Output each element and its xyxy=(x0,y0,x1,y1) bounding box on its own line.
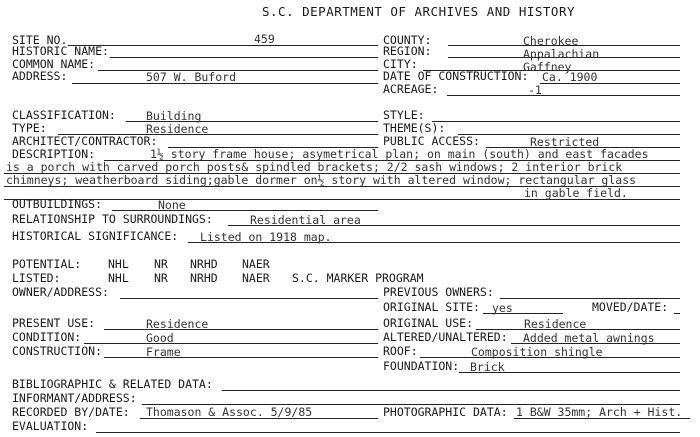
bibliographic-label: BIBLIOGRAPHIC & RELATED DATA: xyxy=(12,377,213,391)
site-no-value: 459 xyxy=(254,32,275,46)
classification-label: CLASSIFICATION: xyxy=(12,108,116,122)
relationship-value: Residential area xyxy=(250,213,361,227)
construction-value: Frame xyxy=(146,345,181,359)
present-use-value: Residence xyxy=(146,317,209,331)
outbuildings-value: None xyxy=(158,198,186,212)
recorded-value: Thomason & Assoc. 5/9/85 xyxy=(146,405,313,419)
photographic-value: 1 B&W 35mm; Arch + Hist. xyxy=(516,405,683,419)
moved-date-label: MOVED/DATE: xyxy=(592,300,669,314)
significance-label: HISTORICAL SIGNIFICANCE: xyxy=(12,229,179,243)
bibliographic-line xyxy=(222,390,680,391)
potential-naer: NAER xyxy=(242,257,270,271)
listed-nrhd: NRHD xyxy=(190,271,218,285)
altered-value: Added metal awnings xyxy=(523,331,655,345)
historic-name-label: HISTORIC NAME: xyxy=(12,44,109,58)
city-value: Gaffney xyxy=(523,60,572,74)
condition-line xyxy=(84,343,378,344)
date-construction-value: Ca. 1900 xyxy=(542,70,598,84)
style-label: STYLE: xyxy=(383,108,425,122)
construction-label: CONSTRUCTION: xyxy=(12,344,103,358)
significance-value: Listed on 1918 map. xyxy=(200,230,332,244)
theme-label: THEME(S): xyxy=(383,121,446,135)
evaluation-line xyxy=(96,432,680,433)
outbuildings-line xyxy=(112,210,378,211)
foundation-label: FOUNDATION: xyxy=(383,359,460,373)
original-use-label: ORIGINAL USE: xyxy=(383,316,474,330)
description-label: DESCRIPTION: xyxy=(12,147,96,161)
altered-label: ALTERED/UNALTERED: xyxy=(383,330,508,344)
potential-nr: NR xyxy=(154,257,168,271)
original-use-value: Residence xyxy=(524,317,587,331)
site-no-line xyxy=(68,45,378,46)
listed-nhl: NHL xyxy=(108,271,129,285)
evaluation-label: EVALUATION: xyxy=(12,419,89,433)
foundation-value: Brick xyxy=(470,360,505,374)
outbuildings-label: OUTBUILDINGS: xyxy=(12,197,103,211)
classification-value: Building xyxy=(146,109,202,123)
description-text-3: chimneys; weatherboard siding;gable dormer on½ story with altered window; rectangular glass xyxy=(6,173,637,187)
city-label: CITY: xyxy=(383,57,418,71)
acreage-label: ACREAGE: xyxy=(383,82,439,96)
public-access-value: Restricted xyxy=(530,135,600,149)
description-text-2: is a porch with carved porch posts& spindled brackets; 2/2 sash windows; 2 interior brick xyxy=(6,160,623,174)
common-name-label: COMMON NAME: xyxy=(12,57,96,71)
address-label: ADDRESS: xyxy=(12,69,68,83)
previous-owners-line xyxy=(500,298,680,299)
address-value: 507 W. Buford xyxy=(146,70,237,84)
roof-value: Composition shingle xyxy=(471,345,603,359)
relationship-label: RELATIONSHIP TO SURROUNDINGS: xyxy=(12,212,213,226)
type-value: Residence xyxy=(146,122,209,136)
region-label: REGION: xyxy=(383,44,432,58)
owner-label: OWNER/ADDRESS: xyxy=(12,285,109,299)
county-label: COUNTY: xyxy=(383,33,432,47)
original-site-value: yes xyxy=(492,301,513,315)
owner-line xyxy=(120,298,378,299)
common-name-line xyxy=(98,70,378,71)
original-site-label: ORIGINAL SITE: xyxy=(383,300,480,314)
informant-label: INFORMANT/ADDRESS: xyxy=(12,391,137,405)
previous-owners-label: PREVIOUS OWNERS: xyxy=(383,285,494,299)
condition-label: CONDITION: xyxy=(12,330,82,344)
description-text-1: 1½ story frame house; asymetrical plan; on main (south) and east facades xyxy=(150,147,649,161)
historic-name-line xyxy=(110,57,378,58)
listed-sc-marker: S.C. MARKER PROGRAM xyxy=(292,271,424,285)
recorded-label: RECORDED BY/DATE: xyxy=(12,405,130,419)
acreage-line xyxy=(447,95,680,96)
region-value: Appalachian xyxy=(523,47,600,61)
photographic-label: PHOTOGRAPHIC DATA: xyxy=(383,405,508,419)
listed-label: LISTED: xyxy=(12,271,61,285)
type-label: TYPE: xyxy=(12,121,47,135)
potential-label: POTENTIAL: xyxy=(12,257,82,271)
date-construction-label: DATE OF CONSTRUCTION: xyxy=(383,69,529,83)
potential-nhl: NHL xyxy=(108,257,129,271)
present-use-label: PRESENT USE: xyxy=(12,316,96,330)
acreage-value: -1 xyxy=(528,83,542,97)
listed-nr: NR xyxy=(154,271,168,285)
site-no-label: SITE NO. xyxy=(12,33,68,47)
potential-nrhd: NRHD xyxy=(190,257,218,271)
public-access-label: PUBLIC ACCESS: xyxy=(383,134,480,148)
roof-label: ROOF: xyxy=(383,344,418,358)
listed-naer: NAER xyxy=(242,271,270,285)
description-text-4: in gable field. xyxy=(524,186,628,200)
architect-label: ARCHITECT/CONTRACTOR: xyxy=(12,134,158,148)
moved-date-line xyxy=(674,313,680,314)
condition-value: Good xyxy=(146,331,174,345)
form-header: S.C. DEPARTMENT OF ARCHIVES AND HISTORY xyxy=(262,4,575,19)
style-line xyxy=(432,121,680,122)
county-value: Cherokee xyxy=(523,34,579,48)
